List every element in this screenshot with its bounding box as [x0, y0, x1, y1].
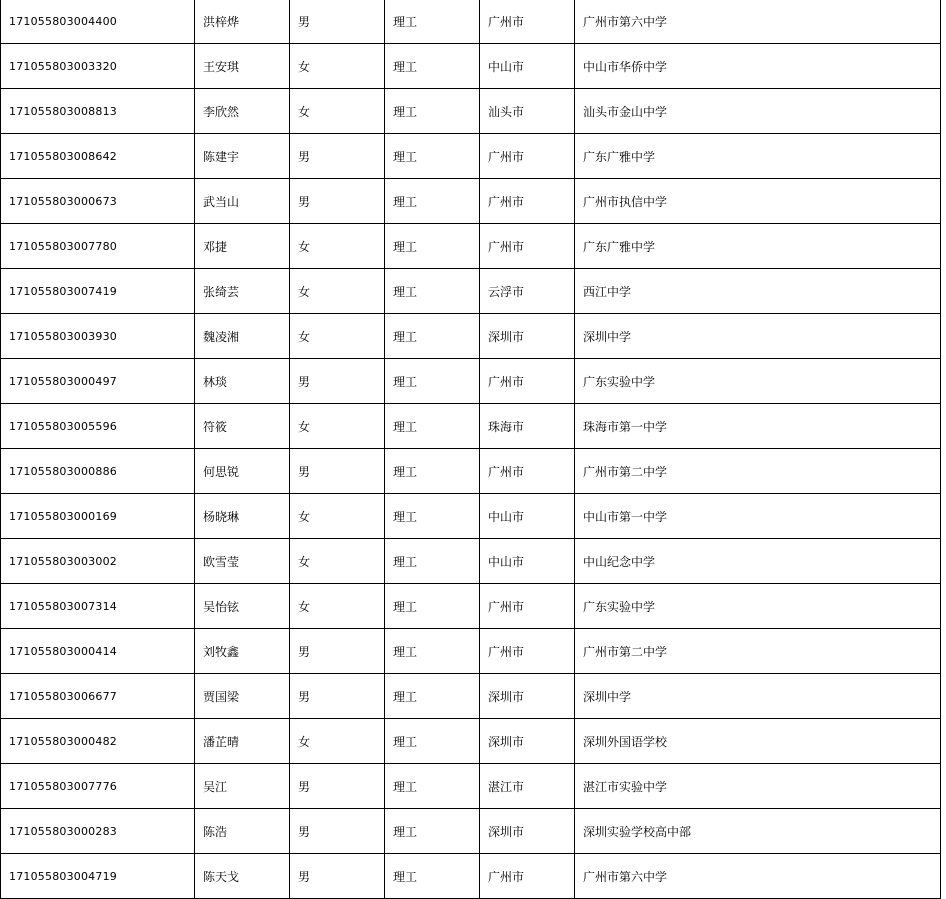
subject-cell: 理工 — [385, 404, 480, 449]
gender-cell: 男 — [290, 764, 385, 809]
student-name-cell: 刘牧鑫 — [195, 629, 290, 674]
city-cell: 深圳市 — [480, 674, 575, 719]
table-row — [1, 674, 941, 719]
gender-cell: 女 — [290, 44, 385, 89]
student-id-cell: 171055803000414 — [1, 629, 195, 674]
student-id-cell: 171055803008642 — [1, 134, 195, 179]
subject-cell: 理工 — [385, 224, 480, 269]
table-row — [1, 134, 941, 179]
city-cell: 云浮市 — [480, 269, 575, 314]
subject-cell: 理工 — [385, 269, 480, 314]
table-row — [1, 719, 941, 764]
gender-cell: 女 — [290, 404, 385, 449]
table-row — [1, 44, 941, 89]
school-cell: 广州市第六中学 — [575, 0, 941, 44]
subject-cell: 理工 — [385, 314, 480, 359]
student-name-cell: 陈天戈 — [195, 854, 290, 899]
school-cell: 广东实验中学 — [575, 584, 941, 629]
subject-cell: 理工 — [385, 719, 480, 764]
gender-cell: 男 — [290, 179, 385, 224]
student-id-cell: 171055803003930 — [1, 314, 195, 359]
student-id-cell: 171055803000482 — [1, 719, 195, 764]
gender-cell: 男 — [290, 359, 385, 404]
city-cell: 中山市 — [480, 44, 575, 89]
school-cell: 中山市华侨中学 — [575, 44, 941, 89]
student-id-cell: 171055803003320 — [1, 44, 195, 89]
table-row — [1, 449, 941, 494]
city-cell: 广州市 — [480, 0, 575, 44]
gender-cell: 男 — [290, 449, 385, 494]
student-name-cell: 符筱 — [195, 404, 290, 449]
subject-cell: 理工 — [385, 134, 480, 179]
school-cell: 广东广雅中学 — [575, 134, 941, 179]
city-cell: 广州市 — [480, 584, 575, 629]
student-name-cell: 洪梓烨 — [195, 0, 290, 44]
table-row — [1, 89, 941, 134]
student-name-cell: 潘芷晴 — [195, 719, 290, 764]
school-cell: 广东广雅中学 — [575, 224, 941, 269]
school-cell: 深圳实验学校高中部 — [575, 809, 941, 854]
subject-cell: 理工 — [385, 674, 480, 719]
school-cell: 广东实验中学 — [575, 359, 941, 404]
subject-cell: 理工 — [385, 449, 480, 494]
gender-cell: 女 — [290, 224, 385, 269]
subject-cell: 理工 — [385, 764, 480, 809]
city-cell: 深圳市 — [480, 809, 575, 854]
subject-cell: 理工 — [385, 179, 480, 224]
student-name-cell: 陈浩 — [195, 809, 290, 854]
gender-cell: 男 — [290, 0, 385, 44]
school-cell: 深圳外国语学校 — [575, 719, 941, 764]
subject-cell: 理工 — [385, 584, 480, 629]
city-cell: 广州市 — [480, 224, 575, 269]
city-cell: 深圳市 — [480, 314, 575, 359]
school-cell: 广州市第二中学 — [575, 629, 941, 674]
city-cell: 广州市 — [480, 854, 575, 899]
student-name-cell: 张绮芸 — [195, 269, 290, 314]
table-row — [1, 359, 941, 404]
table-row — [1, 809, 941, 854]
city-cell: 中山市 — [480, 494, 575, 539]
gender-cell: 男 — [290, 134, 385, 179]
table-row — [1, 584, 941, 629]
student-id-cell: 171055803008813 — [1, 89, 195, 134]
student-id-cell: 171055803000283 — [1, 809, 195, 854]
city-cell: 广州市 — [480, 359, 575, 404]
student-id-cell: 171055803007780 — [1, 224, 195, 269]
student-name-cell: 陈建宇 — [195, 134, 290, 179]
school-cell: 汕头市金山中学 — [575, 89, 941, 134]
school-cell: 深圳中学 — [575, 674, 941, 719]
gender-cell: 女 — [290, 539, 385, 584]
subject-cell: 理工 — [385, 809, 480, 854]
school-cell: 深圳中学 — [575, 314, 941, 359]
gender-cell: 女 — [290, 89, 385, 134]
city-cell: 广州市 — [480, 449, 575, 494]
table-row — [1, 539, 941, 584]
student-id-cell: 171055803007419 — [1, 269, 195, 314]
gender-cell: 男 — [290, 629, 385, 674]
student-id-cell: 171055803000169 — [1, 494, 195, 539]
gender-cell: 女 — [290, 314, 385, 359]
student-id-cell: 171055803006677 — [1, 674, 195, 719]
student-name-cell: 魏凌湘 — [195, 314, 290, 359]
subject-cell: 理工 — [385, 89, 480, 134]
student-name-cell: 吴怡铉 — [195, 584, 290, 629]
student-id-cell: 171055803004719 — [1, 854, 195, 899]
city-cell: 湛江市 — [480, 764, 575, 809]
subject-cell: 理工 — [385, 0, 480, 44]
subject-cell: 理工 — [385, 629, 480, 674]
city-cell: 深圳市 — [480, 719, 575, 764]
student-name-cell: 邓捷 — [195, 224, 290, 269]
gender-cell: 男 — [290, 809, 385, 854]
student-id-cell: 171055803004400 — [1, 0, 195, 44]
gender-cell: 女 — [290, 719, 385, 764]
student-name-cell: 武当山 — [195, 179, 290, 224]
student-name-cell: 林琰 — [195, 359, 290, 404]
table-row — [1, 224, 941, 269]
city-cell: 汕头市 — [480, 89, 575, 134]
city-cell: 广州市 — [480, 134, 575, 179]
city-cell: 珠海市 — [480, 404, 575, 449]
school-cell: 中山市第一中学 — [575, 494, 941, 539]
student-id-cell: 171055803005596 — [1, 404, 195, 449]
city-cell: 中山市 — [480, 539, 575, 584]
student-name-cell: 吴江 — [195, 764, 290, 809]
table-row — [1, 269, 941, 314]
student-id-cell: 171055803000673 — [1, 179, 195, 224]
subject-cell: 理工 — [385, 44, 480, 89]
school-cell: 广州市第二中学 — [575, 449, 941, 494]
table-row — [1, 314, 941, 359]
student-id-cell: 171055803000886 — [1, 449, 195, 494]
student-id-cell: 171055803007776 — [1, 764, 195, 809]
table-row — [1, 629, 941, 674]
table-row — [1, 0, 941, 44]
student-name-cell: 杨晓琳 — [195, 494, 290, 539]
subject-cell: 理工 — [385, 539, 480, 584]
school-cell: 中山纪念中学 — [575, 539, 941, 584]
student-id-cell: 171055803003002 — [1, 539, 195, 584]
student-name-cell: 贾国梁 — [195, 674, 290, 719]
subject-cell: 理工 — [385, 494, 480, 539]
table-row — [1, 494, 941, 539]
school-cell: 广州市第六中学 — [575, 854, 941, 899]
gender-cell: 男 — [290, 854, 385, 899]
gender-cell: 男 — [290, 674, 385, 719]
subject-cell: 理工 — [385, 359, 480, 404]
student-name-cell: 王安琪 — [195, 44, 290, 89]
student-id-cell: 171055803007314 — [1, 584, 195, 629]
school-cell: 珠海市第一中学 — [575, 404, 941, 449]
roster-body — [1, 0, 941, 899]
city-cell: 广州市 — [480, 629, 575, 674]
gender-cell: 女 — [290, 269, 385, 314]
student-name-cell: 何思锐 — [195, 449, 290, 494]
school-cell: 西江中学 — [575, 269, 941, 314]
school-cell: 湛江市实验中学 — [575, 764, 941, 809]
student-name-cell: 李欣然 — [195, 89, 290, 134]
table-row — [1, 764, 941, 809]
student-name-cell: 欧雪莹 — [195, 539, 290, 584]
school-cell: 广州市执信中学 — [575, 179, 941, 224]
gender-cell: 女 — [290, 584, 385, 629]
table-row — [1, 404, 941, 449]
city-cell: 广州市 — [480, 179, 575, 224]
student-id-cell: 171055803000497 — [1, 359, 195, 404]
table-row — [1, 179, 941, 224]
gender-cell: 女 — [290, 494, 385, 539]
subject-cell: 理工 — [385, 854, 480, 899]
